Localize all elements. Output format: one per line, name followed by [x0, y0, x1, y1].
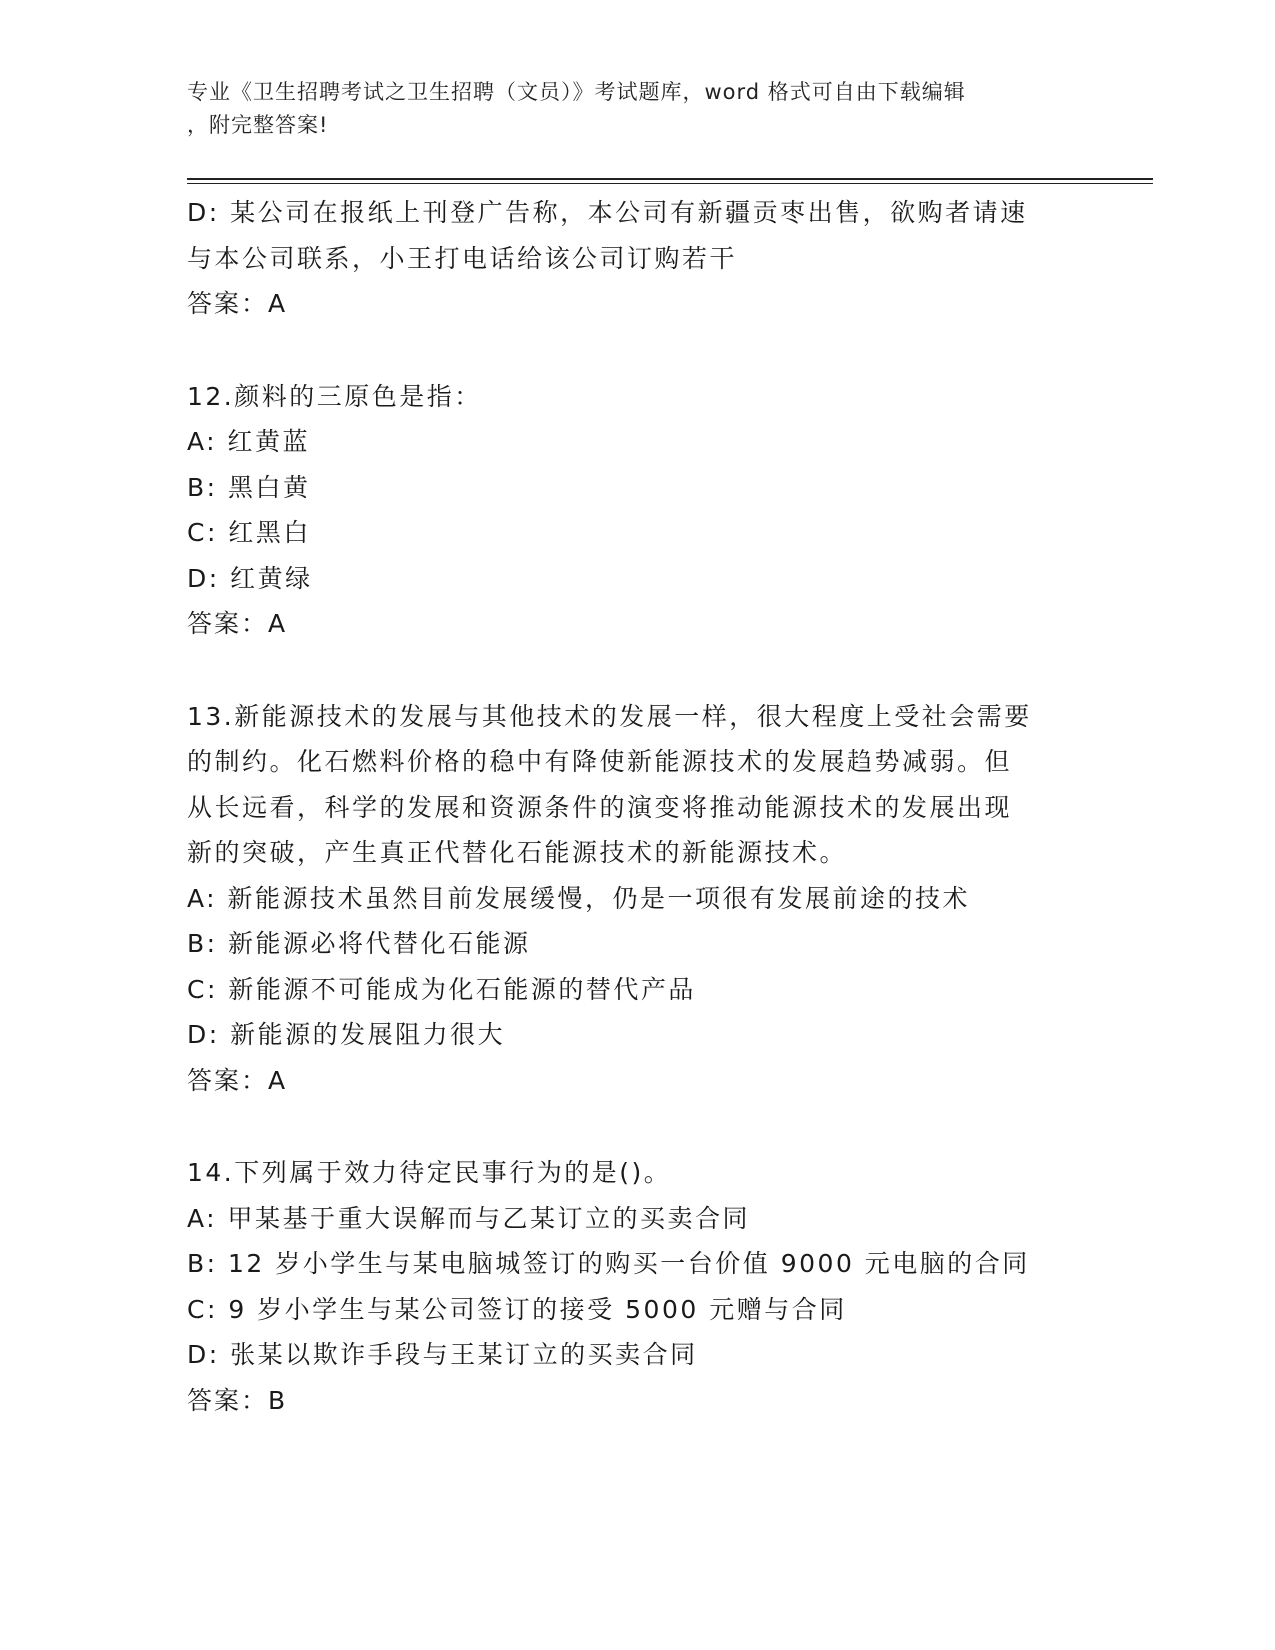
answer-line: 答案：A [187, 609, 288, 638]
question-12 [187, 374, 1087, 647]
option-a: A: 甲某基于重大误解而与乙某订立的买卖合同 [187, 1203, 751, 1233]
question-stem-continued: 从长远看，科学的发展和资源条件的演变将推动能源技术的发展出现 [187, 792, 1013, 822]
option-d: D: 张某以欺诈手段与王某订立的买卖合同 [187, 1340, 698, 1369]
question-stem-continued: 新的突破，产生真正代替化石能源技术的新能源技术。 [187, 838, 848, 867]
question-stem: 12.颜料的三原色是指： [187, 381, 482, 411]
question-stem: 14.下列属于效力待定民事行为的是()。 [187, 1158, 672, 1187]
option-c: C: 9 岁小学生与某公司签订的接受 5000 元赠与合同 [187, 1294, 847, 1324]
header-divider-thick [187, 178, 1153, 180]
question-spacer [187, 1103, 1087, 1150]
option-b: B: 12 岁小学生与某电脑城签订的购买一台价值 9000 元电脑的合同 [187, 1249, 1030, 1278]
option-b: B: 黑白黄 [187, 472, 311, 502]
answer-line: 答案：B [187, 1385, 288, 1415]
option-d: D: 某公司在报纸上刊登广告称，本公司有新疆贡枣出售，欲购者请速 [187, 198, 1028, 227]
header-line-2: ，附完整答案! [187, 113, 329, 137]
question-spacer [187, 647, 1087, 694]
question-list [187, 190, 1087, 1423]
question-stem: 13.新能源技术的发展与其他技术的发展一样，很大程度上受社会需要 [187, 701, 1032, 731]
question-13 [187, 694, 1087, 1104]
option-b: B: 新能源必将代替化石能源 [187, 929, 531, 958]
answer-line: 答案：A [187, 1065, 288, 1095]
option-a: A: 新能源技术虽然目前发展缓慢，仍是一项很有发展前途的技术 [187, 883, 971, 913]
question-fragment [187, 190, 1087, 327]
option-c: C: 新能源不可能成为化石能源的替代产品 [187, 974, 696, 1004]
page-header [187, 76, 1067, 142]
option-c: C: 红黑白 [187, 518, 311, 547]
option-d: D: 红黄绿 [187, 563, 313, 593]
option-a: A: 红黄蓝 [187, 427, 311, 456]
header-divider-thin [187, 183, 1153, 184]
question-stem-continued: 的制约。化石燃料价格的稳中有降使新能源技术的发展趋势减弱。但 [187, 747, 1013, 776]
answer-line: 答案：A [187, 289, 288, 318]
option-d-continued: 与本公司联系，小王打电话给该公司订购若干 [187, 243, 738, 273]
header-line-1: 专业《卫生招聘考试之卫生招聘（文员）》考试题库，word 格式可自由下载编辑 [187, 80, 966, 104]
option-d: D: 新能源的发展阻力很大 [187, 1020, 506, 1049]
question-14 [187, 1150, 1087, 1423]
question-spacer [187, 327, 1087, 374]
